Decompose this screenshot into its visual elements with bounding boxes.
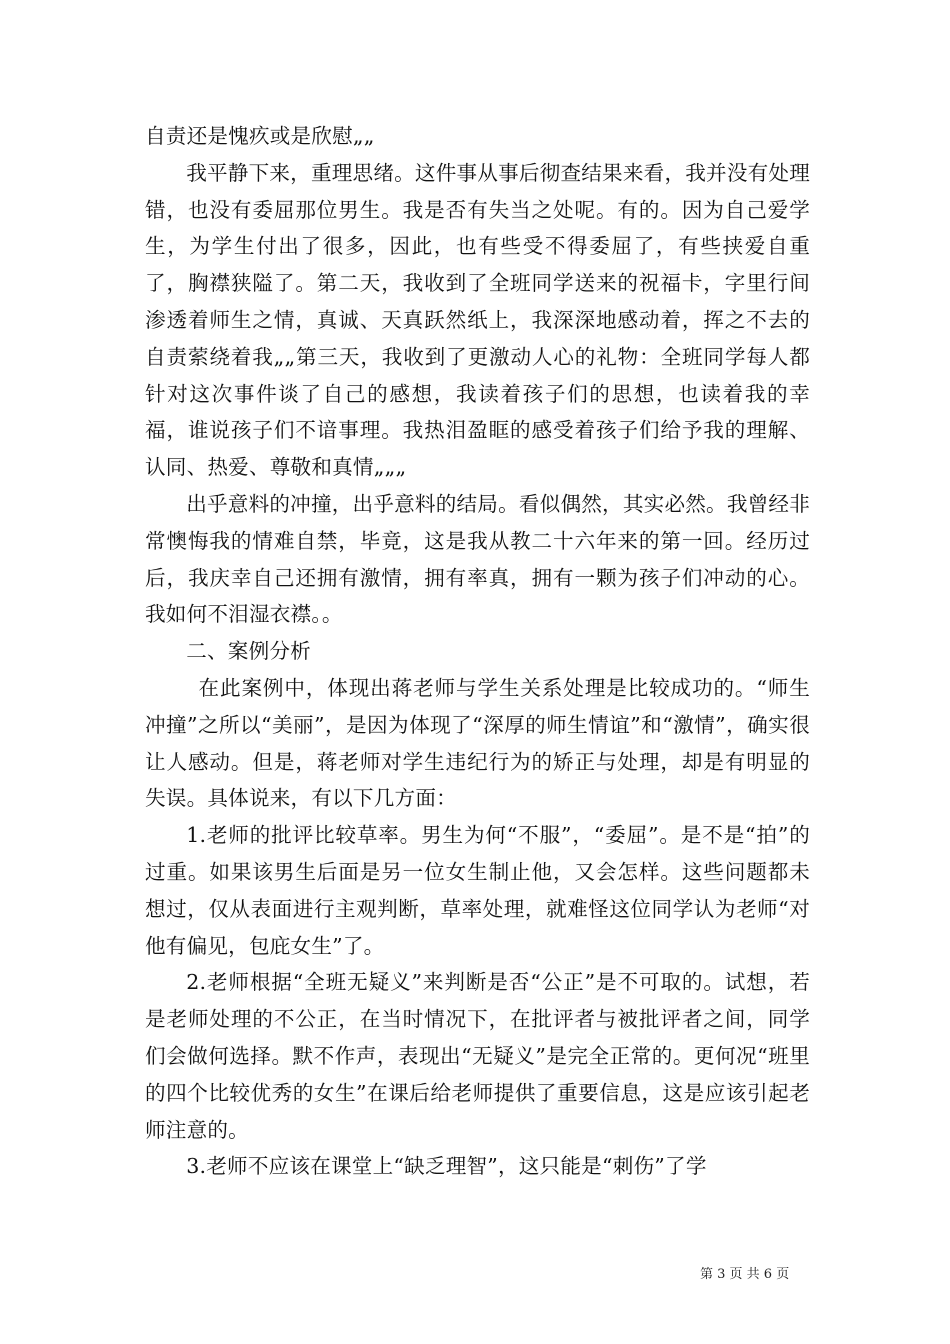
paragraph-point-2: 2.老师根据“全班无疑义”来判断是否“公正”是不可取的。试想，若是老师处理的不公正，在当时情况下，在批评者与被批评者之间，同学们会做何选择。默不作声，表现出“无疑义”是完全正常的。更何况“班里的四个比较优秀的女生”在课后给老师提供了重要信息，这是应该引起老师注意的。 — [145, 970, 810, 1142]
paragraph-point-3: 3.老师不应该在课堂上“缺乏理智”，这只能是“刺伤”了学 — [186, 1154, 707, 1179]
page-number: 第 3 页 共 6 页 — [700, 1267, 790, 1282]
paragraph-point-1: 1.老师的批评比较草率。男生为何“不服”，“委屈”。是不是“拍”的过重。如果该男生后面是另一位女生制止他，又会怎样。这些问题都未想过，仅从表面进行主观判断，草率处理，就难怪这位同学认为老师“对他有偏见，包庇女生”了。 — [145, 823, 810, 958]
paragraph-continuation: 自责还是愧疚或是欣慰„„ — [145, 124, 375, 148]
paragraph-analysis-intro: 在此案例中，体现出蒋老师与学生关系处理是比较成功的。“师生冲撞”之所以“美丽”，是因为体现了“深厚的师生情谊”和“激情”，确实很让人感动。但是，蒋老师对学生违纪行为的矫正与处理，却是有明显的失误。具体说来，有以下几方面： — [145, 675, 810, 811]
document-body — [145, 118, 810, 1185]
paragraph-reflection: 我平静下来，重理思绪。这件事从事后彻查结果来看，我并没有处理错，也没有委屈那位男生。我是否有失当之处呢。有的。因为自己爱学生，为学生付出了很多，因此，也有些受不得委屈了，有些挟爱自重了，胸襟狭隘了。第二天，我收到了全班同学送来的祝福卡，字里行间渗透着师生之情，真诚、天真跃然纸上，我深深地感动着，挥之不去的自责萦绕着我„„第三天，我收到了更激动人心的礼物：全班同学每人都针对这次事件谈了自己的感想，我读着孩子们的思想，也读着我的幸福，谁说孩子们不谙事理。我热泪盈眶的感受着孩子们给予我的理解、认同、热爱、尊敬和真情„„„ — [145, 160, 810, 480]
section-heading-case-analysis: 二、案例分析 — [186, 639, 311, 664]
paragraph-conclusion: 出乎意料的冲撞，出乎意料的结局。看似偶然，其实必然。我曾经非常懊悔我的情难自禁，毕竟，这是我从教二十六年来的第一回。经历过后，我庆幸自己还拥有激情，拥有率真，拥有一颗为孩子们冲动的心。我如何不泪湿衣襟。。 — [145, 491, 810, 627]
